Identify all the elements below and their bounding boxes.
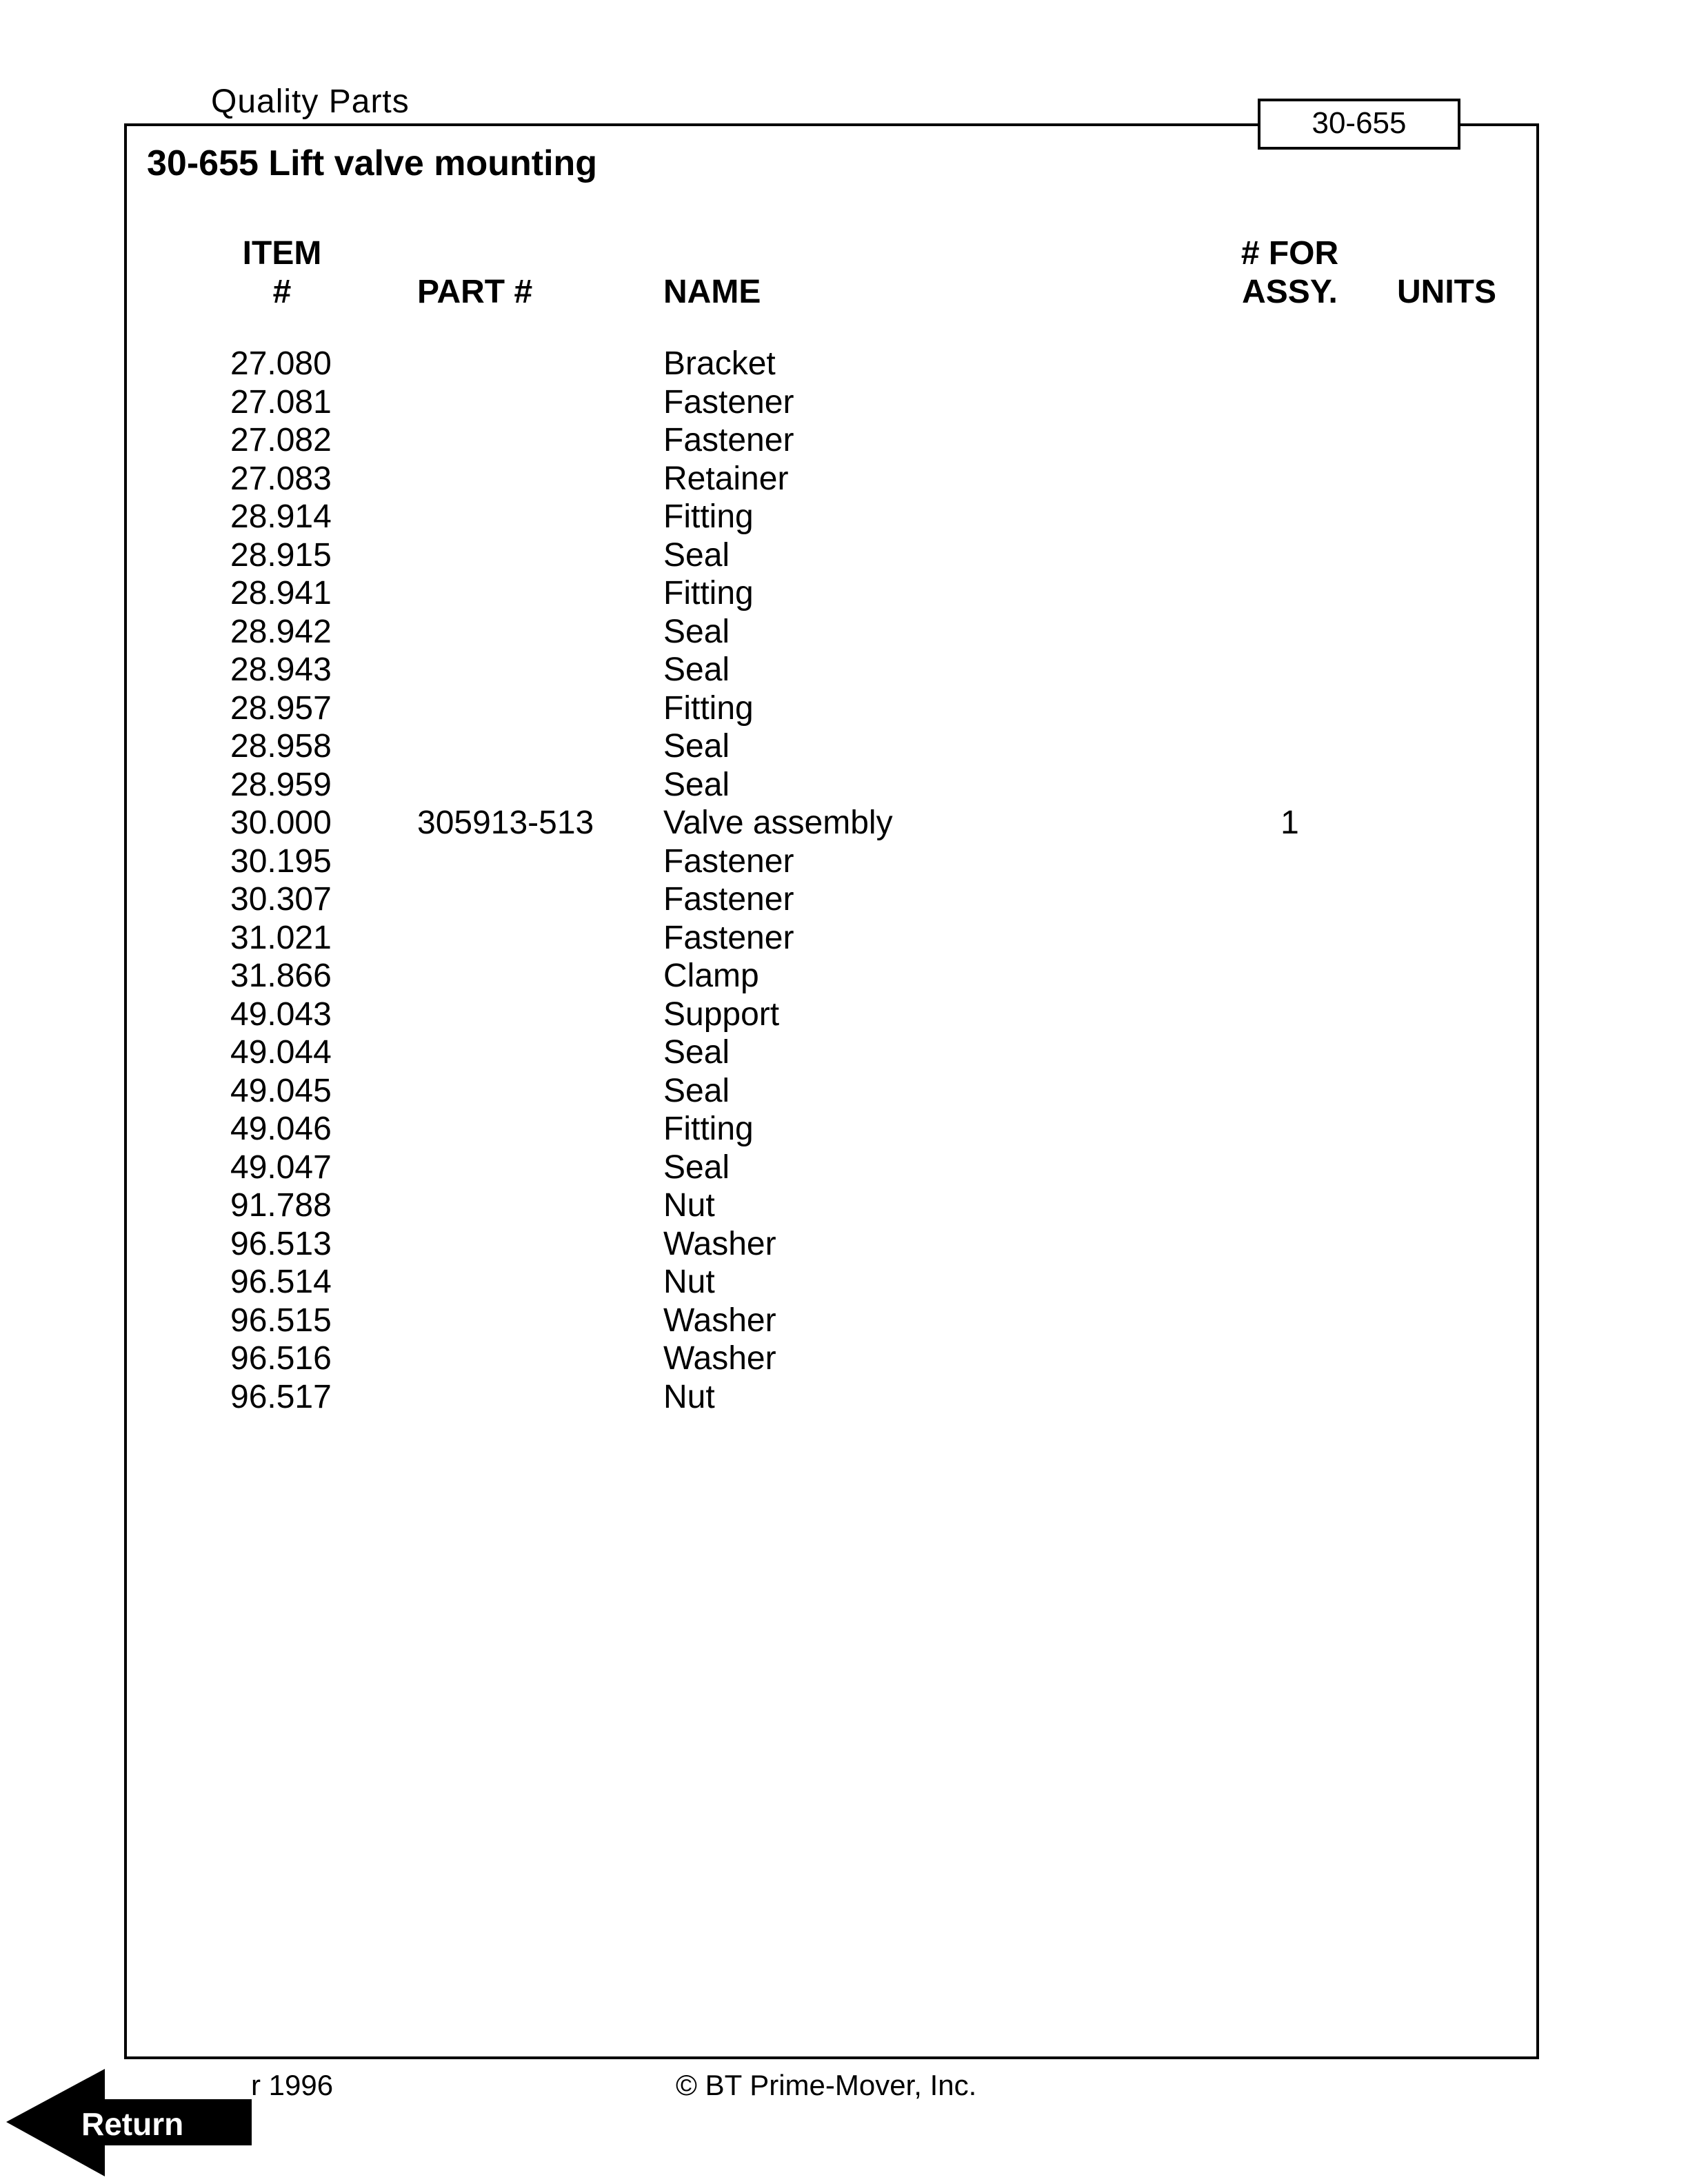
cell-item-number: 30.307 (230, 881, 332, 918)
table-row (0, 689, 1688, 728)
cell-name: Nut (663, 1264, 715, 1300)
cell-name: Seal (663, 1149, 730, 1186)
col-header-item-line2: # (272, 274, 292, 310)
cell-name: Valve assembly (663, 805, 893, 841)
cell-name: Retainer (663, 460, 789, 497)
col-header-part: PART # (417, 274, 533, 310)
cell-name: Fitting (663, 689, 754, 727)
cell-item-number: 27.081 (230, 383, 332, 421)
cell-name: Washer (663, 1225, 776, 1262)
page-title: 30-655 Lift valve mounting (147, 143, 598, 183)
cell-name: Fitting (663, 498, 754, 535)
cell-item-number: 30.000 (230, 805, 332, 841)
page-number-box (1258, 99, 1460, 150)
return-button[interactable] (6, 2069, 252, 2177)
cell-name: Nut (663, 1187, 715, 1224)
cell-assy-count: 1 (1280, 805, 1299, 841)
cell-name: Nut (663, 1378, 715, 1415)
table-row (0, 995, 1688, 1034)
table-row (0, 842, 1688, 881)
table-row (0, 1339, 1688, 1378)
table-row (0, 1110, 1688, 1149)
table-row (0, 919, 1688, 958)
cell-item-number: 28.914 (230, 498, 332, 535)
parts-table-body (0, 345, 1688, 1416)
table-row (0, 1378, 1688, 1417)
table-row (0, 1225, 1688, 1264)
table-row (0, 345, 1688, 383)
table-row (0, 957, 1688, 995)
cell-item-number: 49.046 (230, 1111, 332, 1147)
cell-item-number: 28.942 (230, 613, 332, 650)
cell-item-number: 28.915 (230, 536, 332, 574)
table-row (0, 498, 1688, 536)
col-header-assy-line2: ASSY. (1242, 274, 1338, 310)
table-row (0, 651, 1688, 689)
table-row (0, 1033, 1688, 1072)
cell-item-number: 49.047 (230, 1149, 332, 1186)
cell-item-number: 31.021 (230, 919, 332, 956)
cell-item-number: 30.195 (230, 842, 332, 880)
footer-copyright: © BT Prime-Mover, Inc. (676, 2069, 977, 2101)
cell-name: Washer (663, 1302, 776, 1339)
cell-name: Seal (663, 728, 730, 765)
cell-name: Washer (663, 1340, 776, 1377)
cell-item-number: 28.959 (230, 766, 332, 803)
table-row (0, 1302, 1688, 1340)
cell-name: Seal (663, 613, 730, 650)
cell-item-number: 28.957 (230, 689, 332, 727)
cell-item-number: 49.043 (230, 995, 332, 1033)
table-row (0, 727, 1688, 766)
cell-name: Fitting (663, 575, 754, 611)
table-row (0, 421, 1688, 460)
cell-item-number: 96.514 (230, 1264, 332, 1300)
table-row (0, 1149, 1688, 1187)
table-row (0, 804, 1688, 842)
cell-item-number: 49.045 (230, 1072, 332, 1109)
table-row (0, 1263, 1688, 1302)
cell-name: Bracket (663, 345, 776, 382)
cell-name: Fastener (663, 919, 794, 956)
col-header-units: UNITS (1397, 274, 1496, 310)
cell-name: Seal (663, 1034, 730, 1071)
table-row (0, 613, 1688, 651)
cell-name: Seal (663, 766, 730, 803)
cell-item-number: 27.082 (230, 422, 332, 458)
brand-header: Quality Parts (211, 83, 410, 120)
cell-name: Fastener (663, 881, 794, 918)
cell-item-number: 96.517 (230, 1378, 332, 1415)
cell-item-number: 96.515 (230, 1302, 332, 1339)
table-row (0, 1072, 1688, 1111)
col-header-assy-line1: # FOR (1240, 235, 1339, 272)
return-button-label: Return (81, 2106, 184, 2142)
col-header-name: NAME (663, 274, 761, 310)
cell-name: Support (663, 995, 780, 1033)
table-row (0, 383, 1688, 422)
cell-item-number: 96.513 (230, 1225, 332, 1262)
cell-item-number: 91.788 (230, 1187, 332, 1224)
cell-item-number: 27.080 (230, 345, 332, 382)
cell-item-number: 49.044 (230, 1034, 332, 1071)
table-row (0, 460, 1688, 498)
cell-part-number: 305913-513 (417, 805, 594, 841)
table-row (0, 536, 1688, 575)
cell-name: Fastener (663, 842, 794, 880)
cell-name: Fastener (663, 422, 794, 458)
cell-item-number: 31.866 (230, 958, 332, 994)
table-row (0, 574, 1688, 613)
table-row (0, 1186, 1688, 1225)
cell-name: Clamp (663, 958, 759, 994)
page-number: 30-655 (1312, 106, 1407, 140)
table-row (0, 880, 1688, 919)
cell-name: Fastener (663, 383, 794, 421)
table-row (0, 766, 1688, 805)
cell-item-number: 28.958 (230, 728, 332, 765)
cell-item-number: 28.943 (230, 651, 332, 688)
cell-item-number: 28.941 (230, 575, 332, 611)
cell-name: Seal (663, 651, 730, 688)
cell-item-number: 96.516 (230, 1340, 332, 1377)
cell-name: Seal (663, 536, 730, 574)
cell-name: Seal (663, 1072, 730, 1109)
cell-name: Fitting (663, 1111, 754, 1147)
footer-date-fragment: r 1996 (251, 2069, 334, 2101)
col-header-item-line1: ITEM (242, 235, 322, 272)
cell-item-number: 27.083 (230, 460, 332, 497)
